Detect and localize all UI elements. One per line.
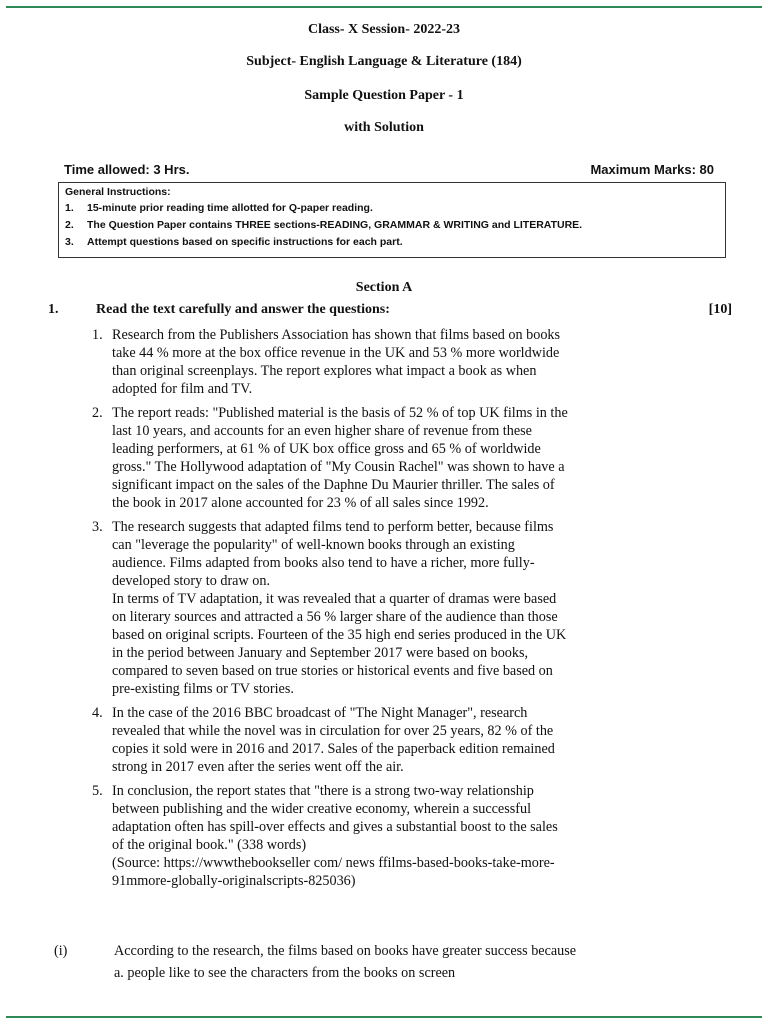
paragraph-number: 3. xyxy=(92,519,103,535)
passage-line: between publishing and the wider creative economy, wherein a successful xyxy=(112,801,532,817)
instruction-number: 1. xyxy=(65,202,74,214)
general-instructions-box xyxy=(58,182,726,258)
paper-title: Sample Question Paper - 1 xyxy=(304,88,464,103)
passage-line: than original screenplays. The report explores what impact a book as when xyxy=(112,363,537,379)
passage-line: The research suggests that adapted films tend to perform better, because films xyxy=(112,519,554,535)
paragraph-text xyxy=(112,404,712,512)
instruction-number: 3. xyxy=(65,236,74,248)
question-prompt: Read the text carefully and answer the questions: xyxy=(96,302,390,317)
passage-paragraph xyxy=(92,782,712,890)
passage-line: audience. Films adapted from books also tend to have a richer, more fully- xyxy=(112,555,535,571)
paragraph-number: 2. xyxy=(92,405,103,421)
section-title: Section A xyxy=(355,280,413,295)
passage-line: can "leverage the popularity" of well-known books through an existing xyxy=(112,537,515,553)
instruction-number: 2. xyxy=(65,219,74,231)
passage-line: compared to seven based on true stories or historical events and five based on xyxy=(112,663,553,679)
passage-paragraph xyxy=(92,518,712,698)
paragraph-number: 1. xyxy=(92,327,103,343)
instruction-text: 15-minute prior reading time allotted for Q-paper reading. xyxy=(87,202,373,214)
passage-line: strong in 2017 even after the series went off the air. xyxy=(112,759,404,775)
instruction-item xyxy=(65,200,719,217)
passage-line: based on original scripts. Fourteen of the 35 high end series produced in the UK xyxy=(112,627,567,643)
instructions-title: General Instructions: xyxy=(65,186,171,198)
subquestion-number: (i) xyxy=(54,943,68,959)
passage-line: Research from the Publishers Association has shown that films based on books xyxy=(112,327,561,343)
question-1-header xyxy=(48,302,732,318)
passage-line: The report reads: "Published material is the basis of 52 % of top UK films in the xyxy=(112,405,568,421)
reading-passage xyxy=(92,326,712,896)
paragraph-number: 5. xyxy=(92,783,103,799)
paragraph-text xyxy=(112,326,712,398)
instruction-text: The Question Paper contains THREE sections-READING, GRAMMAR & WRITING and LITERATURE. xyxy=(87,219,583,231)
maximum-marks: Maximum Marks: 80 xyxy=(590,162,714,177)
passage-line: significant impact on the sales of the Daphne Du Maurier thriller. The sales of xyxy=(112,477,555,493)
passage-line: in the period between January and September 2017 were based on books, xyxy=(112,645,529,661)
passage-line: adaptation often has spill-over effects and gives a substantial boost to the sales xyxy=(112,819,558,835)
passage-line: pre-existing films or TV stories. xyxy=(112,681,294,697)
question-paper-page xyxy=(6,6,762,1018)
source-line: 91mmore-globally-originalscripts-825036) xyxy=(112,873,356,889)
option-a: a. people like to see the characters from the books on screen xyxy=(114,965,456,981)
question-number: 1. xyxy=(48,302,59,317)
passage-line: adopted for film and TV. xyxy=(112,381,253,397)
instruction-item xyxy=(65,234,719,251)
passage-line: In conclusion, the report states that "there is a strong two-way relationship xyxy=(112,783,534,799)
subquestion-text: According to the research, the films based on books have greater success because xyxy=(114,943,577,959)
passage-line: copies it sold were in 2016 and 2017. Sales of the paperback edition remained xyxy=(112,741,555,757)
passage-line: developed story to draw on. xyxy=(112,573,270,589)
class-session-heading: Class- X Session- 2022-23 xyxy=(307,22,461,37)
passage-line: on literary sources and attracted a 56 % larger share of the audience than those xyxy=(112,609,558,625)
subquestion-i xyxy=(54,940,722,984)
passage-line: of the original book." (338 words) xyxy=(112,837,307,853)
passage-paragraph xyxy=(92,326,712,398)
subquestion-row xyxy=(54,940,722,962)
paragraph-number: 4. xyxy=(92,705,103,721)
passage-paragraph xyxy=(92,704,712,776)
exam-meta xyxy=(64,162,714,177)
passage-line: In terms of TV adaptation, it was revealed that a quarter of dramas were based xyxy=(112,591,557,607)
passage-line: take 44 % more at the box office revenue in the UK and 53 % more worldwide xyxy=(112,345,560,361)
instruction-item xyxy=(65,217,719,234)
passage-line: revealed that while the novel was in circulation for over 25 years, 82 % of the xyxy=(112,723,554,739)
paragraph-text xyxy=(112,704,712,776)
passage-line: the book in 2017 alone accounted for 23 % of all sales since 1992. xyxy=(112,495,489,511)
question-marks: [10] xyxy=(708,302,732,317)
subject-heading: Subject- English Language & Literature (184) xyxy=(246,54,522,69)
time-allowed: Time allowed: 3 Hrs. xyxy=(64,162,190,177)
paragraph-text xyxy=(112,782,712,890)
passage-line: leading performers, at 61 % of UK box office gross and 65 % of worldwide xyxy=(112,441,541,457)
paper-subtitle: with Solution xyxy=(344,120,424,135)
passage-line: gross." The Hollywood adaptation of "My Cousin Rachel" was shown to have a xyxy=(112,459,565,475)
passage-line: last 10 years, and accounts for an even higher share of revenue from these xyxy=(112,423,532,439)
passage-paragraph xyxy=(92,404,712,512)
source-line: (Source: https://wwwthebookseller com/ news ffilms-based-books-take-more- xyxy=(112,855,555,871)
paragraph-text xyxy=(112,518,712,698)
instruction-text: Attempt questions based on specific instructions for each part. xyxy=(87,236,403,248)
passage-line: In the case of the 2016 BBC broadcast of "The Night Manager", research xyxy=(112,705,528,721)
